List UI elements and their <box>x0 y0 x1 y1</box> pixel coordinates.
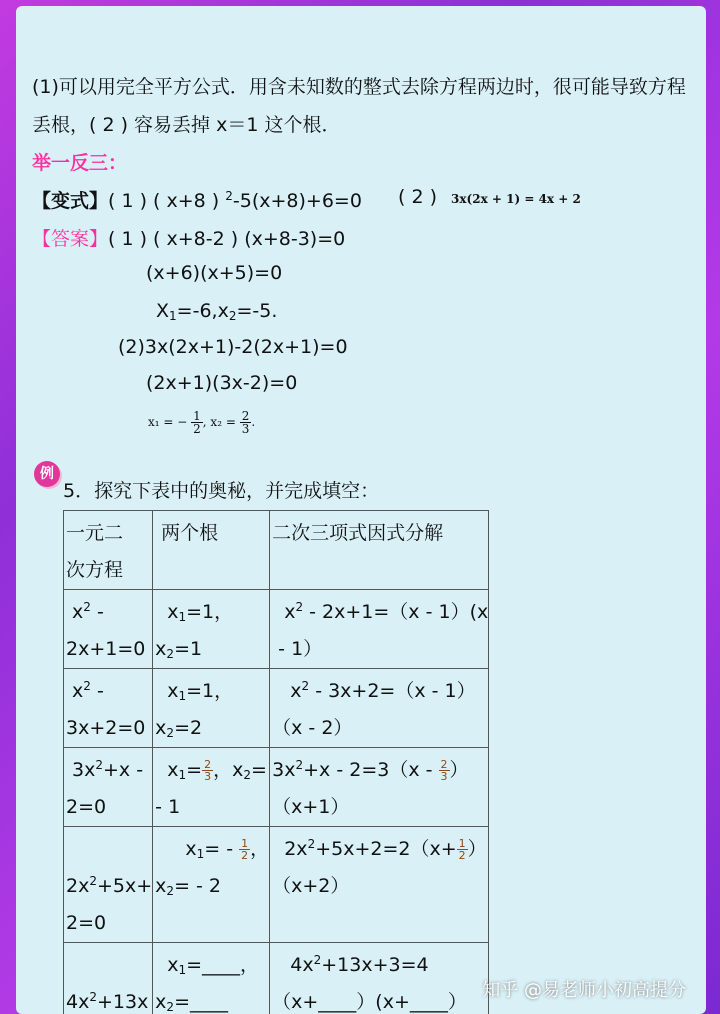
table-row <box>64 943 489 1014</box>
header-roots: 两个根 <box>153 511 270 590</box>
root-x1-fraction <box>191 410 203 435</box>
variant-q2-expr: 3x(2x + 1) = 4x + 2 <box>451 192 581 206</box>
answer-x1-sub: 1 <box>169 309 177 323</box>
cell-equation: $4x^2+13x$ <box>64 943 153 1014</box>
answer-x1-val: =-6,x <box>176 300 229 322</box>
root-x1-num: 1 <box>193 409 201 423</box>
fraction-2-3: $\frac{2}{3}$ <box>204 758 212 783</box>
variant-q1-exp: 2 <box>225 189 233 203</box>
answer-label: 【答案】 <box>32 228 109 250</box>
root-x1-den: 2 <box>193 422 201 436</box>
answer-line-1 <box>32 224 345 251</box>
answer-line-4: (2)3x(2x+1)-2(2x+1)=0 <box>118 336 348 358</box>
cell-equation: $2x^2+5x+$ 2=0 <box>64 827 153 943</box>
section-heading: 举一反三： <box>32 152 128 174</box>
cell-factorization: $4x^2+13x+3=4$ （x+____）(x+____） <box>270 943 489 1014</box>
variant-q2-label: ( 2 ) <box>398 186 437 208</box>
root-x2-num: 2 <box>241 409 250 423</box>
root-x2-den: 3 <box>241 422 250 436</box>
watermark: 知乎 @易老师小初高提分 <box>482 980 686 1001</box>
variant-label: 【变式】 <box>32 190 109 212</box>
table-row <box>64 590 489 669</box>
answer-x2-val: =-5. <box>236 300 278 322</box>
cell-roots: $x_1=\_\_\_\_$， $x_2=\_\_\_\_$ <box>153 943 270 1014</box>
table-row <box>64 827 489 943</box>
fraction-2-3: $\frac{2}{3}$ <box>440 758 448 783</box>
cell-equation: $x^2$ - 2x+1=0 <box>64 590 153 669</box>
root-end: . <box>251 415 256 429</box>
answer-a1-line1: ( 1 ) ( x+8-2 ) (x+8-3)=0 <box>108 228 346 250</box>
cell-factorization: $x^2 - 3x+2=(x - 1)$ （x - 2） <box>270 669 489 748</box>
answer-line-6 <box>148 410 255 435</box>
header-factorization: 二次三项式因式分解 <box>270 511 489 590</box>
answer-line-5: (2x+1)(3x-2)=0 <box>146 372 298 394</box>
table-row <box>64 669 489 748</box>
cell-roots: $x_1=1$， $x_2=2$ <box>153 669 270 748</box>
cell-factorization: $x^2 - 2x+1=(x - 1)(x$ - 1） <box>270 590 489 669</box>
answer-line-3 <box>156 300 277 322</box>
root-x2-label: , x₂ = <box>202 415 236 429</box>
root-x1-label: x₁ = − <box>148 415 188 429</box>
variant-q1-post: -5(x+8)+6=0 <box>232 190 362 212</box>
variant-q1-pre: ( 1 ) ( x+8 ) <box>108 190 226 212</box>
fraction-1-2: $\frac{1}{2}$ <box>458 837 466 862</box>
table-header-row <box>64 511 489 590</box>
roots-factor-table <box>63 510 489 1014</box>
cell-factorization: $2x^2+5x+2=2(x+$ $\frac{1}{2}$ ） （x+2） <box>270 827 489 943</box>
variant-question-2 <box>398 186 581 208</box>
cell-roots: $x_1=$ $\frac{2}{3}$ ，$x_2=$ - 1 <box>153 748 270 827</box>
cell-roots: $x_1=1$， $x_2=1$ <box>153 590 270 669</box>
intro-line-2: 丢根，( 2 ) 容易丢掉 x＝1 这个根． <box>32 114 341 136</box>
header-equation: 一元二 次方程 <box>64 511 153 590</box>
answer-x2-sub: 2 <box>228 309 237 323</box>
example-prompt: 5．探究下表中的奥秘，并完成填空： <box>63 480 380 502</box>
document-page <box>16 6 706 1014</box>
cell-roots: $x_1=$ - $\frac{1}{2}$ ， $x_2= - 2$ <box>153 827 270 943</box>
root-x2-fraction <box>240 410 252 435</box>
intro-line-1: (1)可以用完全平方公式．用含未知数的整式去除方程两边时，很可能导致方程 <box>32 76 686 98</box>
table-row <box>64 748 489 827</box>
variant-question-1 <box>32 186 362 213</box>
answer-x1-var: X <box>156 300 170 322</box>
cell-factorization: $3x^2+x - 2=3(x$ - $\frac{2}{3}$ ） （x+1） <box>270 748 489 827</box>
cell-equation: $3x^2+x$ - 2=0 <box>64 748 153 827</box>
fraction-1-2: $\frac{1}{2}$ <box>241 837 249 862</box>
example-badge: 例 <box>34 461 60 487</box>
cell-equation: $x^2$ - 3x+2=0 <box>64 669 153 748</box>
answer-line-2: (x+6)(x+5)=0 <box>146 262 283 284</box>
